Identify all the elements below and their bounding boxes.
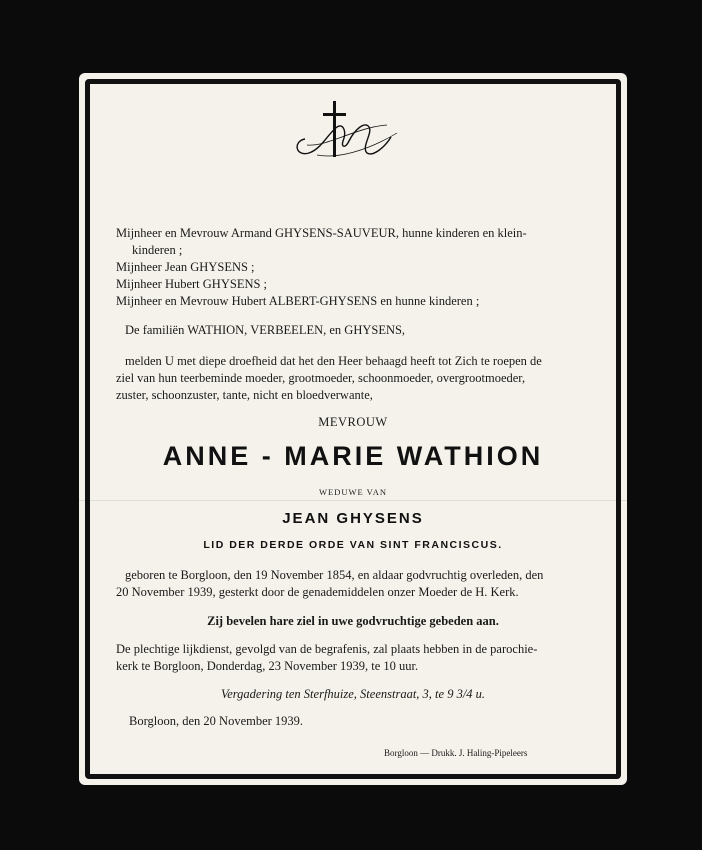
service-line-1: De plechtige lijkdienst, gevolgd van de begrafenis, zal plaats hebben in de parochie- xyxy=(116,642,538,656)
header-line-1: Mijnheer en Mevrouw Armand GHYSENS-SAUVEUR, hunne kinderen en klein- xyxy=(116,226,527,240)
header-line-3: Mijnheer Jean GHYSENS ; xyxy=(116,260,255,274)
title-mevrouw: MEVROUW xyxy=(318,415,388,429)
service-line-2: kerk te Borgloon, Donderdag, 23 November 1939, te 10 uur. xyxy=(116,659,419,673)
header-line-5: Mijnheer en Mevrouw Hubert ALBERT-GHYSENS en hunne kinderen ; xyxy=(116,294,480,308)
cross-monogram-icon xyxy=(287,97,407,167)
header-line-4: Mijnheer Hubert GHYSENS ; xyxy=(116,277,268,291)
announce-line-2: ziel van hun teerbeminde moeder, grootmoeder, schoonmoeder, overgrootmoeder, xyxy=(116,371,526,385)
birth-line-2: 20 November 1939, gesterkt door de genademiddelen onzer Moeder de H. Kerk. xyxy=(116,585,519,599)
announce-line-3: zuster, schoonzuster, tante, nicht en bloedverwante, xyxy=(116,388,373,402)
header-line-2: kinderen ; xyxy=(132,243,183,257)
families-line: De familiën WATHION, VERBEELEN, en GHYSENS, xyxy=(125,323,406,337)
order-membership: LID DER DERDE ORDE VAN SINT FRANCISCUS. xyxy=(203,539,503,551)
husband-name: JEAN GHYSENS xyxy=(282,510,424,527)
deceased-name: ANNE - MARIE WATHION xyxy=(162,441,544,471)
prayer-request: Zij bevelen hare ziel in uwe godvruchtige gebeden aan. xyxy=(207,614,499,628)
announce-line-1: melden U met diepe droefheid dat het den Heer behaagd heeft tot Zich te roepen de xyxy=(125,354,542,368)
place-date: Borgloon, den 20 November 1939. xyxy=(129,714,304,728)
widow-of-label: WEDUWE VAN xyxy=(319,487,387,497)
printer-credit: Borgloon — Drukk. J. Haling-Pipeleers xyxy=(384,748,528,758)
birth-line-1: geboren te Borgloon, den 19 November 1854, en aldaar godvruchtig overleden, den xyxy=(125,568,544,582)
gathering-info: Vergadering ten Sterfhuize, Steenstraat, 3, te 9 3/4 u. xyxy=(220,687,486,701)
obituary-card xyxy=(79,73,627,785)
